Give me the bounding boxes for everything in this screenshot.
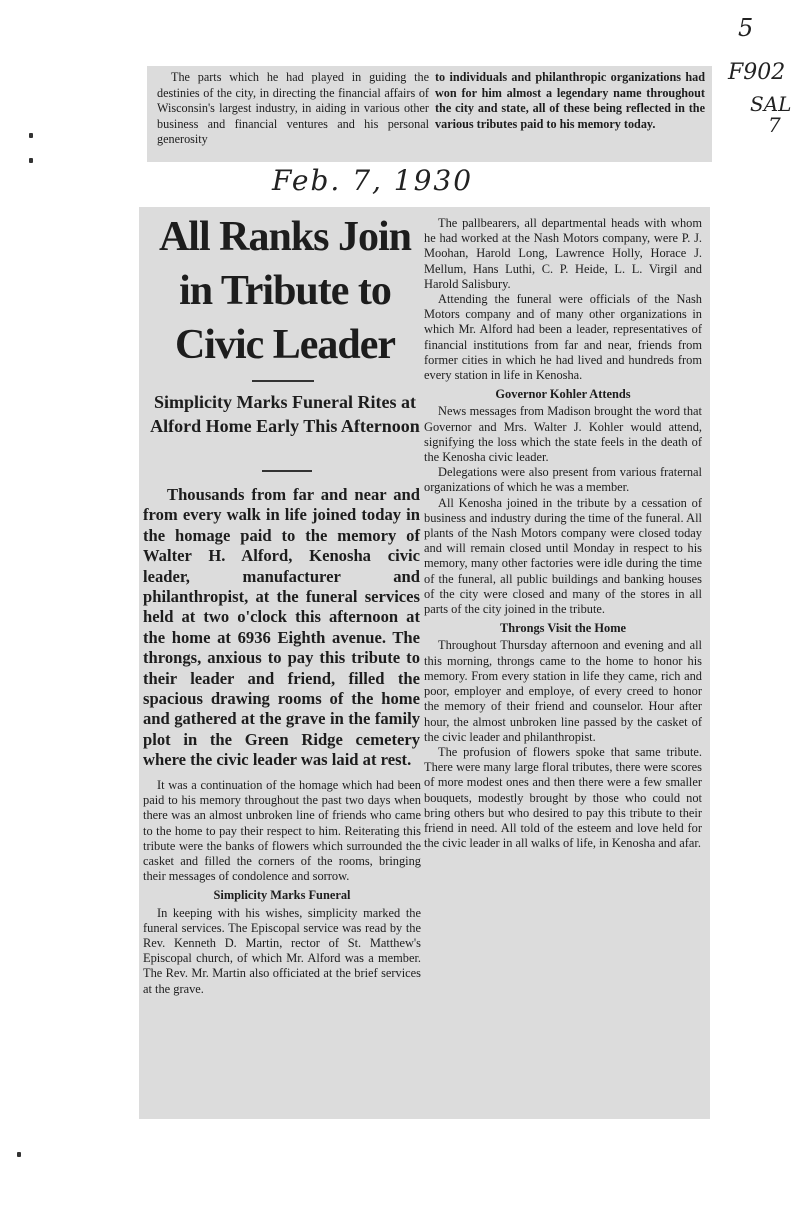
left-column — [143, 778, 421, 997]
right-paragraph-7: The profusion of flowers spoke that same tribute. There were many large floral tributes, there were scores of more modest ones and then there were a few smaller bouquets, modestly brought by those who could not bring others but who desired to pay this tribute to their friend in need. All told of the esteem and love held for the civic leader in all walks of life, in Kenosha and afar. — [424, 744, 702, 851]
sub-number: 7 — [768, 113, 781, 137]
margin-dot — [29, 158, 33, 163]
sal-code: SAL — [750, 92, 792, 116]
left-heading: Simplicity Marks Funeral — [213, 888, 351, 903]
page-number: 5 — [738, 14, 754, 42]
left-paragraph-2: In keeping with his wishes, simplicity marked the funeral services. The Episcopal service was read by the Rev. Kenneth D. Martin, rector of St. Matthew's Episcopal church, of which Mr. Alford was a member. The Rev. Mr. Martin also officiated at the brief services at the grave. — [143, 905, 421, 996]
headline-rule — [252, 380, 314, 382]
file-code: F902 — [728, 60, 786, 85]
left-paragraph-1: It was a continuation of the homage which had been paid to his memory throughout the past two days when there was an almost unbroken line of friends who came to the home to pay their respect to him. Reiterating this tribute were the banks of flowers which surrounded the casket and filled the corners of the rooms, bringing their messages of condolence and sorrow. — [143, 778, 421, 884]
right-paragraph-4: Delegations were also present from various fraternal organizations of which he was a member. — [424, 465, 702, 495]
intro-left-text: The parts which he had played in guiding the destinies of the city, in directing the financial affairs of Wisconsin's largest industry, in aiding in various other business and financial ventures and his personal generosity — [157, 70, 429, 147]
right-paragraph-6: Throughout Thursday afternoon and evening and all this morning, throngs came to the home to honor his memory. From every station in life they came, rich and poor, employer and employe, of every creed to honor the memory of their friend and counselor. Hour after hour, the almost unbroken line passed by the casket of the civic leader and philanthropist. — [424, 638, 702, 744]
intro-right-text: to individuals and philanthropic organizations had won for him almost a legendary name throughout the city and state, all of these being reflected in the various tributes paid to his memory today. — [435, 70, 705, 131]
subhead-rule — [262, 470, 312, 472]
subhead: Simplicity Marks Funeral Rites at Alford Home Early This Afternoon — [150, 392, 420, 436]
right-column — [424, 216, 702, 851]
headline: All Ranks Join in Tribute to Civic Leader — [158, 214, 412, 368]
intro-clipping — [147, 66, 712, 162]
lead-text: Thousands from far and near and from every walk in life joined today in the homage paid to the memory of Walter H. Alford, Kenosha civic leader, manufacturer and philanthropist, at the funeral services held at two o'clock this afternoon at the home at 6936 Eighth avenue. The throngs, anxious to pay this tribute to their leader and friend, filled the spacious drawing rooms of the home and gathered at the grave in the family plot in the Green Ridge cemetery where the civic leader was laid at rest. — [143, 485, 420, 770]
lead-paragraph — [143, 485, 420, 771]
heading-throngs: Throngs Visit the Home — [499, 621, 627, 636]
right-paragraph-3: News messages from Madison brought the word that Governor and Mrs. Walter J. Kohler would attend, signifying the loss which the state feels in the death of the Kenosha civic leader. — [424, 404, 702, 465]
right-paragraph-5: All Kenosha joined in the tribute by a cessation of business and industry during the time of the funeral. All plants of the Nash Motors company were closed today and will remain closed until Monday in respect to his memory, many other factories were idle during the time of the funeral, all public buildings and banking houses of the city were closed and many of the stores in all parts of the city joined in the tribute. — [424, 495, 702, 617]
heading-governor: Governor Kohler Attends — [495, 387, 631, 402]
margin-dot — [29, 133, 33, 138]
margin-dot — [17, 1152, 21, 1157]
right-paragraph-1: The pallbearers, all departmental heads with whom he had worked at the Nash Motors company, were P. J. Moohan, Harold Long, Lawrence Holly, Horace J. Mellum, Hans Luthi, C. P. Heide, L. L. Virgil and Harold Salisbury. — [424, 216, 702, 291]
right-paragraph-2: Attending the funeral were officials of the Nash Motors company and of many other organizations in which Mr. Alford had been a leader, representatives of financial institutions from far and near, friends from former cities in which he had lived and hundreds from every station in life in Kenosha. — [424, 292, 702, 383]
handwritten-date: Feb. 7, 1930 — [272, 164, 474, 197]
